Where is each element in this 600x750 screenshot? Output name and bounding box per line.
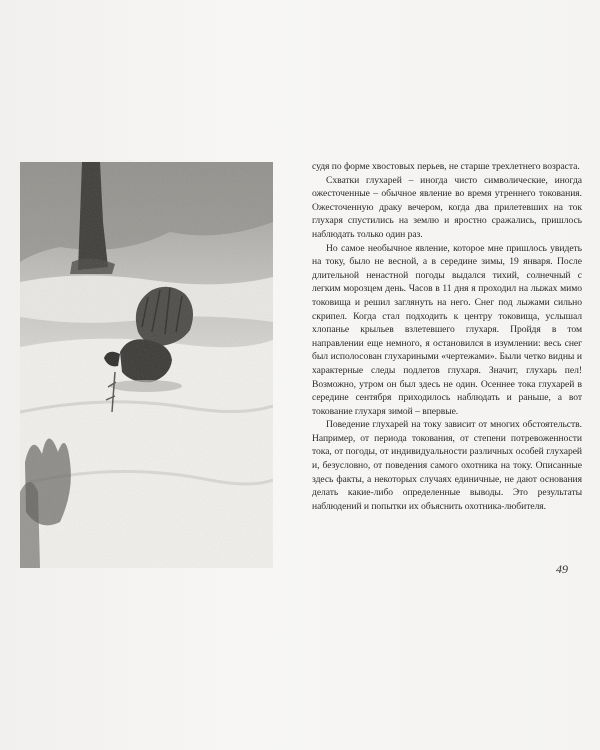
paragraph: Схватки глухарей – иногда чисто символические, иногда ожесточенные – обычное явление во время утреннего токования. Ожесточенную драку вечером, когда два прилетевших на ток глухаря спустились на землю и яростно сражались, пришлось наблюдать только один раз. — [312, 174, 582, 240]
page-number: 49 — [556, 562, 568, 576]
paragraph: Поведение глухарей на току зависит от многих обстоятельств. Например, от периода токования, от степени потревоженности тока, от погоды, от индивидуальности различных особей глухарей и, безусловно, от поведения самого охотника на току. Описанные здесь факты, а некоторых случаях единичные, не дают основания делать какие-либо определенные выводы. Это результаты наблюдений и попытки их объяснить охотника-любителя. — [312, 419, 582, 512]
paragraph: Но самое необычное явление, которое мне пришлось увидеть на току, было не весной, а в середине зимы, 19 января. После длительной ненастной погоды выдался тихий, солнечный с легким морозцем день. Часов в 11 дня я проходил на лыжах мимо токовища и решил заглянуть на него. Снег под лыжами сильно скрипел. Когда стал подходить к центру токовища, услышал хлопанье крыльев взлетевшего глухаря. Пройдя в том направлении еще немного, я остановился в изумлении: весь снег был исполосован глухариными «чертежами». Были четко видны и характерные следы подлетов глухаря. Значит, глухарь пел! Возможно, утром он был здесь не один. Осеннее тока глухарей в середине сентября приходилось наблюдать и раньше, а вот токование глухаря зимой – впервые. — [312, 242, 582, 417]
capercaillie-photo — [20, 162, 273, 568]
paragraph: судя по форме хвостовых перьев, не старше трехлетнего возраста. — [312, 161, 580, 172]
body-text — [312, 160, 582, 513]
